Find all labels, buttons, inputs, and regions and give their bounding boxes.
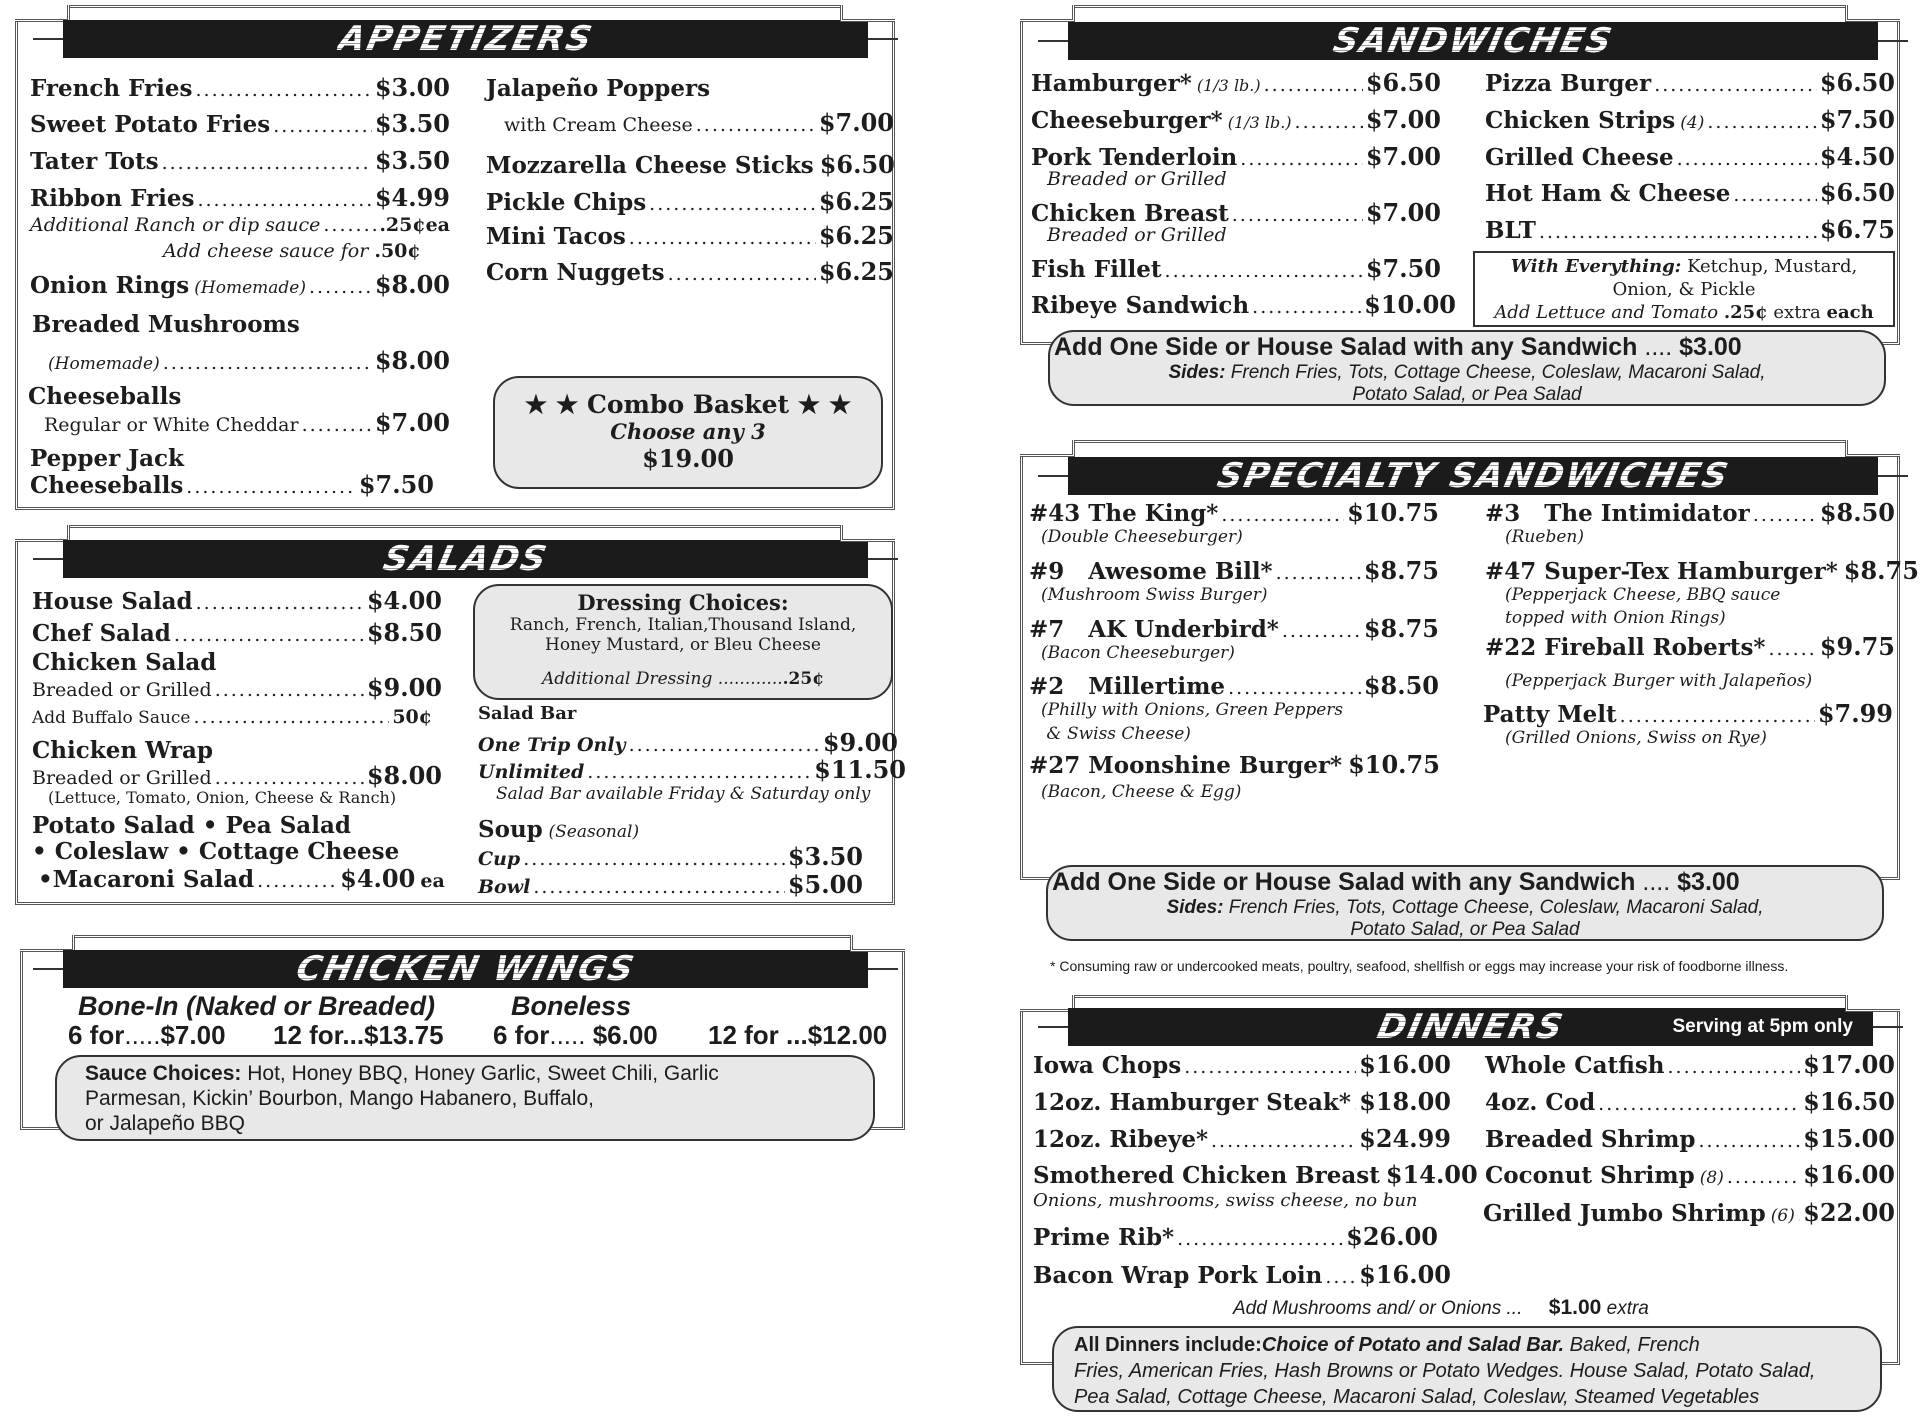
menu-item: Grilled Jumbo Shrimp (6) ..... $22.00 — [1483, 1198, 1895, 1227]
item-price: $3.50 — [374, 109, 450, 138]
sandwiches-header — [1068, 22, 1878, 60]
item-sub: Breaded or Grilled — [1047, 168, 1227, 190]
menu-item: Whole Catfish ..... $17.00 — [1485, 1050, 1895, 1079]
menu-item: Mini Tacos ..... $6.25 — [486, 221, 894, 250]
salads-header — [63, 540, 868, 578]
wing-price: 6 for..... $6.00 — [493, 1020, 658, 1050]
soup-title: Soup (Seasonal) — [478, 816, 640, 843]
sides-line: • Coleslaw • Cottage Cheese — [32, 838, 400, 865]
menu-item: Fish Fillet ..... $7.50 — [1031, 254, 1441, 283]
menu-item: #43 The King* ..... $10.75 — [1029, 498, 1439, 527]
dinner-includes-box: All Dinners include:Choice of Potato and Salad Bar. Baked, French Fries, American Fries, Hash Browns or Potato Wedges. House Salad, Potato Salad, Pea Salad, Cottage Cheese, Macaroni Salad, Coleslaw, Steamed Vegetables — [1052, 1326, 1882, 1412]
sandwiches-panel — [1020, 5, 1900, 345]
wings-header — [63, 950, 868, 988]
item-price: $3.00 — [374, 73, 450, 102]
item-price: $4.99 — [374, 183, 450, 212]
menu-item: Breaded Mushrooms — [32, 311, 300, 338]
menu-item: #22 Fireball Roberts* ..... $9.75 — [1485, 632, 1895, 661]
menu-item: Jalapeño Poppers — [486, 75, 711, 102]
item-price: $3.50 — [374, 146, 450, 175]
menu-item: #3 The Intimidator ..... $8.50 — [1485, 498, 1895, 527]
item-name: Tater Tots — [30, 148, 159, 175]
sandwich-side-offer-box: Add One Side or House Salad with any Sandwich .... $3.00 Sides: French Fries, Tots, Cottage Cheese, Coleslaw, Macaroni Salad, Potato Salad, or Pea Salad — [1048, 330, 1886, 406]
menu-item: Cheeseballs ..... $7.50 — [30, 470, 434, 499]
menu-item: Unlimited ..... $11.50 — [478, 755, 906, 784]
section-title: SANDWICHES — [1329, 21, 1617, 61]
serving-time: Serving at 5pm only — [1672, 1016, 1853, 1037]
cheese-note: Add cheese sauce for .50¢ — [163, 240, 421, 262]
menu-item: #7 AK Underbird* ..... $8.75 — [1029, 614, 1439, 643]
section-title: APPETIZERS — [334, 19, 597, 59]
menu-item: Mozzarella Cheese Sticks $6.50 — [486, 150, 895, 179]
combo-basket-box — [493, 376, 883, 489]
menu-item: Chicken Wrap — [32, 737, 213, 764]
menu-item — [30, 109, 450, 138]
menu-item: Patty Melt ..... $7.99 — [1483, 699, 1893, 728]
wing-price: 12 for...$13.75 — [273, 1020, 444, 1050]
section-title: SPECIALTY SANDWICHES — [1213, 456, 1733, 496]
item-name: Ribbon Fries — [30, 185, 195, 212]
wing-price: 12 for ...$12.00 — [708, 1020, 888, 1050]
section-title: DINNERS — [1373, 1007, 1568, 1047]
menu-item-sub: Breaded or Grilled ..... $9.00 — [32, 673, 442, 702]
menu-item: Prime Rib* ..... $26.00 — [1033, 1222, 1438, 1251]
menu-item: #9 Awesome Bill* ..... $8.75 — [1029, 556, 1439, 585]
dressing-choices-box: Dressing Choices: Ranch, French, Italian,Thousand Island, Honey Mustard, or Bleu Cheese Additional Dressing .............25¢ — [473, 584, 893, 700]
specialty-sandwiches-panel: SPECIALTY SANDWICHES #43 The King* ..... $10.75 (Double Cheeseburger) #9 Awesome Bill* ..... $8.75 (Mushroom Swiss Burger) #7 AK Underbird* ..... $8.75 (Bacon Cheeseburger) #2 Millertime ..... $8.50 (Philly with Onions, Green Peppers & Swiss Cheese) #27 Moonshine Burger* $10.75 (Bacon, Cheese & Egg) #3 The Intimidator ..... $8.50 (Rueben) #47 Super-Tex Hamburger* $8.75 (Pepperjack Cheese, BBQ sauce topped with Onion Rings) #22 Fireball Roberts* ..... $9.75 (Pepperjack Burger with Jalapeños) Patty Melt ..... $7.99 (Grilled Onions, Swiss on Rye) — [1020, 440, 1900, 880]
sides-line: Potato Salad • Pea Salad — [32, 812, 351, 839]
menu-item — [30, 73, 450, 102]
menu-item: Pickle Chips ..... $6.25 — [486, 187, 894, 216]
menu-item: 4oz. Cod ..... $16.50 — [1485, 1087, 1895, 1116]
menu-item: Cheeseballs — [28, 383, 182, 410]
section-title: CHICKEN WINGS — [292, 949, 639, 989]
menu-item: Hot Ham & Cheese ..... $6.50 — [1485, 178, 1895, 207]
menu-item: #2 Millertime ..... $8.50 — [1029, 671, 1439, 700]
dinners-header — [1068, 1008, 1873, 1046]
with-everything-box: With Everything: Ketchup, Mustard, Onion, & Pickle Add Lettuce and Tomato .25¢ extra each — [1473, 251, 1895, 327]
item-name: Sweet Potato Fries — [30, 111, 271, 138]
menu-item: Corn Nuggets ..... $6.25 — [486, 257, 894, 286]
salad-bar-note: Salad Bar available Friday & Saturday only — [496, 784, 871, 804]
specialty-header — [1068, 457, 1878, 495]
menu-item: Iowa Chops ..... $16.00 — [1033, 1050, 1451, 1079]
menu-item: Bowl ..... $5.00 — [478, 870, 863, 899]
header-rule — [33, 38, 63, 40]
menu-item: Smothered Chicken Breast $14.00 — [1033, 1160, 1478, 1189]
specialty-side-offer-box: Add One Side or House Salad with any Sandwich .... $3.00 Sides: French Fries, Tots, Cottage Cheese, Coleslaw, Macaroni Salad, Potato Salad, or Pea Salad — [1046, 865, 1884, 941]
menu-item: Hamburger* (1/3 lb.) ..... $6.50 — [1031, 68, 1441, 97]
boneless-label: Boneless — [511, 991, 632, 1021]
menu-item: One Trip Only ..... $9.00 — [478, 728, 898, 757]
salads-panel — [15, 525, 906, 905]
salad-bar-title: Salad Bar — [478, 703, 577, 724]
wrap-desc: (Lettuce, Tomato, Onion, Cheese & Ranch) — [48, 788, 397, 807]
addon-note: Add Mushrooms and/ or Onions ... $1.00 extra — [1233, 1296, 1649, 1319]
item-sub: Breaded or Grilled — [1047, 224, 1227, 246]
menu-item: #27 Moonshine Burger* $10.75 — [1029, 750, 1440, 779]
menu-item: Bacon Wrap Pork Loin ..... $16.00 — [1033, 1260, 1451, 1289]
menu-item: Cup ..... $3.50 — [478, 842, 863, 871]
menu-item: 12oz. Hamburger Steak* ..... $18.00 — [1033, 1087, 1451, 1116]
food-safety-disclaimer: * Consuming raw or undercooked meats, poultry, seafood, shellfish or eggs may increase your risk of foodborne illness. — [1050, 958, 1789, 974]
menu-item: Chicken Salad — [32, 649, 217, 676]
menu-item: Pork Tenderloin ..... $7.00 — [1031, 142, 1441, 171]
menu-item — [30, 183, 450, 212]
combo-price: $19.00 — [642, 444, 734, 473]
menu-item: Chef Salad ..... $8.50 — [32, 618, 442, 647]
menu-item: #47 Super-Tex Hamburger* $8.75 — [1485, 556, 1919, 585]
appetizers-panel — [15, 5, 895, 510]
ranch-note: Additional Ranch or dip sauce ..... .25¢ea — [30, 214, 450, 236]
menu-item: Pizza Burger ..... $6.50 — [1485, 68, 1895, 97]
menu-item: Coconut Shrimp (8) ..... $16.00 — [1485, 1160, 1895, 1189]
menu-item: Cheeseburger* (1/3 lb.) ..... $7.00 — [1031, 105, 1441, 134]
combo-title: ★ ★ Combo Basket ★ ★ — [524, 390, 852, 419]
chicken-wings-panel — [20, 935, 905, 1135]
section-title: SALADS — [379, 539, 552, 579]
menu-item: Add Buffalo Sauce ..... 50¢ — [32, 706, 432, 728]
combo-sub: Choose any 3 — [610, 419, 766, 444]
header-rule — [868, 38, 898, 40]
sides-price-row: •Macaroni Salad ..... $4.00 ea — [38, 864, 438, 893]
menu-item: Pepper Jack — [30, 445, 184, 472]
menu-item: Chicken Strips (4) ..... $7.50 — [1485, 105, 1895, 134]
menu-item-sub: with Cream Cheese ..... $7.00 — [504, 108, 894, 137]
menu-item: Breaded Shrimp ..... $15.00 — [1485, 1124, 1895, 1153]
menu-item-sub: Breaded or Grilled ..... $8.00 — [32, 761, 442, 790]
menu-item: Chicken Breast ..... $7.00 — [1031, 198, 1441, 227]
menu-item: Grilled Cheese ..... $4.50 — [1485, 142, 1895, 171]
menu-item: BLT ..... $6.75 — [1485, 215, 1895, 244]
menu-item-sub: Regular or White Cheddar ..... $7.00 — [44, 408, 450, 437]
dinners-panel: DINNERS Serving at 5pm only Iowa Chops ..... $16.00 12oz. Hamburger Steak* ..... $18.00 12oz. Ribeye* ..... $24.99 Smothered Chicken Breast $14.00 Onions, mushrooms, swiss cheese, no bun Prime Rib* ..... $26.00 Bacon Wrap Pork Loin ..... $16.00 Whole Catfish ..... $17.00 4oz. Cod ..... $16.50 Breaded Shrimp ..... $15.00 Coconut Shrimp (8) ..... $16.00 Grilled Jumbo Shrimp (6) ..... $22.00 Add Mushrooms and/ or Onions ... $1.00 extra — [1020, 995, 1900, 1365]
menu-item: House Salad ..... $4.00 — [32, 586, 442, 615]
menu-item — [30, 146, 450, 175]
item-name: French Fries — [30, 75, 193, 102]
menu-item-sub: (Homemade) ..... $8.00 — [48, 346, 450, 375]
menu-item: Ribeye Sandwich ..... $10.00 — [1031, 290, 1456, 319]
sauce-choices-box: Sauce Choices: Hot, Honey BBQ, Honey Garlic, Sweet Chili, Garlic Parmesan, Kickin’ Bourbon, Mango Habanero, Buffalo, or Jalapeño BBQ — [55, 1055, 875, 1141]
menu-item: Onion Rings (Homemade) ..... $8.00 — [30, 270, 450, 299]
wing-price: 6 for.....$7.00 — [68, 1020, 226, 1050]
bone-in-label: Bone-In (Naked or Breaded) — [78, 991, 436, 1021]
appetizers-header — [63, 20, 868, 58]
menu-item: 12oz. Ribeye* ..... $24.99 — [1033, 1124, 1451, 1153]
